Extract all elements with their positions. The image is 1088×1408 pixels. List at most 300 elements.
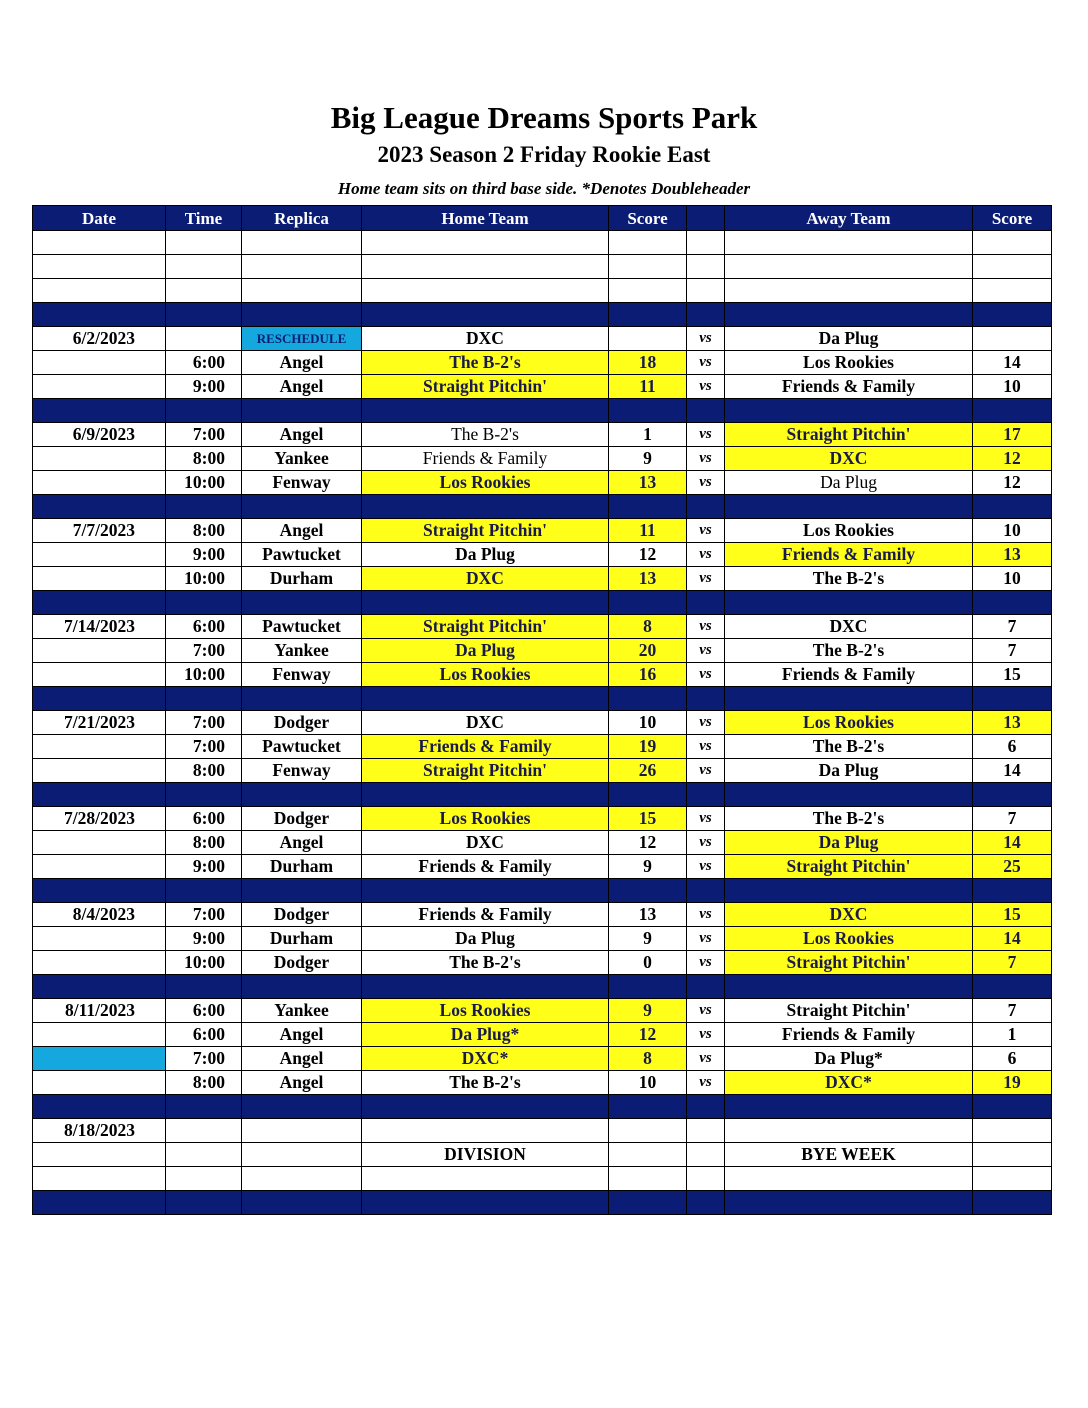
date-cell [33,591,166,615]
date-cell [33,687,166,711]
time-cell [166,279,242,303]
home-score-cell: 9 [609,999,687,1023]
date-cell [33,1143,166,1167]
time-cell [166,783,242,807]
table-row [33,831,1052,855]
away-team-cell [725,495,973,519]
home-team-cell: Los Rookies [362,807,609,831]
away-team-cell: Los Rookies [725,927,973,951]
time-cell: 6:00 [166,351,242,375]
away-score-cell: 7 [973,807,1052,831]
away-score-cell: 14 [973,759,1052,783]
time-cell: 10:00 [166,471,242,495]
blank-row [33,1167,1052,1191]
replica-cell: Durham [242,567,362,591]
away-team-cell [725,1167,973,1191]
vs-cell: vs [687,951,725,975]
replica-cell: Durham [242,927,362,951]
replica-cell: Dodger [242,951,362,975]
date-cell: 8/11/2023 [33,999,166,1023]
away-score-cell [973,1119,1052,1143]
replica-cell: Angel [242,831,362,855]
replica-cell: Yankee [242,447,362,471]
away-score-cell: 14 [973,927,1052,951]
replica-cell [242,495,362,519]
col-header-away-team: Away Team [725,206,973,231]
vs-cell: vs [687,999,725,1023]
time-cell: 10:00 [166,663,242,687]
replica-cell [242,975,362,999]
time-cell: 6:00 [166,807,242,831]
away-team-cell: The B-2's [725,735,973,759]
vs-cell [687,399,725,423]
vs-cell: vs [687,471,725,495]
away-team-cell: Da Plug [725,831,973,855]
table-row [33,999,1052,1023]
time-cell: 7:00 [166,1047,242,1071]
away-score-cell [973,1167,1052,1191]
home-team-cell [362,1119,609,1143]
vs-cell: vs [687,927,725,951]
away-score-cell: 12 [973,471,1052,495]
table-row [33,543,1052,567]
home-team-cell: Los Rookies [362,663,609,687]
away-team-cell [725,975,973,999]
away-score-cell [973,1191,1052,1215]
home-score-cell [609,975,687,999]
away-team-cell [725,303,973,327]
away-team-cell: The B-2's [725,567,973,591]
table-row [33,759,1052,783]
time-cell [166,687,242,711]
away-team-cell: DXC [725,447,973,471]
home-team-cell: Da Plug* [362,1023,609,1047]
away-team-cell: Los Rookies [725,519,973,543]
date-cell [33,663,166,687]
away-team-cell [725,879,973,903]
time-cell: 6:00 [166,615,242,639]
date-cell [33,1191,166,1215]
away-team-cell: The B-2's [725,807,973,831]
away-team-cell: Straight Pitchin' [725,999,973,1023]
time-cell: 10:00 [166,951,242,975]
away-score-cell [973,1143,1052,1167]
date-cell: 6/2/2023 [33,327,166,351]
away-team-cell: Straight Pitchin' [725,423,973,447]
home-score-cell: 9 [609,855,687,879]
replica-cell [242,399,362,423]
away-team-cell: Friends & Family [725,663,973,687]
replica-cell [242,279,362,303]
home-team-cell [362,1191,609,1215]
week-separator-row [33,495,1052,519]
replica-cell: Fenway [242,471,362,495]
away-score-cell: 13 [973,711,1052,735]
away-score-cell [973,399,1052,423]
replica-cell: Angel [242,1071,362,1095]
col-header-date: Date [33,206,166,231]
date-cell [33,399,166,423]
table-row [33,807,1052,831]
home-team-cell: The B-2's [362,351,609,375]
time-cell: 8:00 [166,519,242,543]
date-cell [33,543,166,567]
home-team-cell: Friends & Family [362,447,609,471]
home-team-cell: DXC [362,711,609,735]
away-team-cell: Straight Pitchin' [725,855,973,879]
home-score-cell: 13 [609,567,687,591]
away-score-cell: 13 [973,543,1052,567]
date-cell [33,783,166,807]
table-row [33,1047,1052,1071]
week-separator-row [33,303,1052,327]
away-score-cell: 17 [973,423,1052,447]
vs-cell [687,687,725,711]
home-score-cell: 9 [609,927,687,951]
vs-cell: vs [687,519,725,543]
time-cell [166,255,242,279]
away-team-cell [725,687,973,711]
time-cell [166,495,242,519]
away-team-cell: DXC [725,615,973,639]
replica-cell: Pawtucket [242,735,362,759]
home-team-cell: DXC [362,327,609,351]
blank-row [33,279,1052,303]
replica-cell: Angel [242,423,362,447]
home-team-cell [362,231,609,255]
away-score-cell: 25 [973,855,1052,879]
vs-cell: vs [687,711,725,735]
home-score-cell [609,1119,687,1143]
date-cell: 8/18/2023 [33,1119,166,1143]
vs-cell [687,591,725,615]
away-score-cell [973,1095,1052,1119]
time-cell [166,303,242,327]
away-score-cell: 14 [973,831,1052,855]
away-score-cell: 15 [973,663,1052,687]
away-score-cell [973,975,1052,999]
away-score-cell: 14 [973,351,1052,375]
away-score-cell [973,327,1052,351]
home-score-cell: 10 [609,1071,687,1095]
away-score-cell [973,495,1052,519]
home-team-cell [362,279,609,303]
home-score-cell: 18 [609,351,687,375]
away-score-cell: 6 [973,735,1052,759]
home-team-cell: DXC* [362,1047,609,1071]
home-team-cell: Da Plug [362,639,609,663]
home-score-cell [609,591,687,615]
home-team-cell: Friends & Family [362,735,609,759]
away-team-cell [725,1095,973,1119]
away-team-cell [725,255,973,279]
table-row [33,711,1052,735]
vs-cell: vs [687,327,725,351]
vs-cell: vs [687,639,725,663]
home-score-cell [609,1167,687,1191]
home-score-cell [609,279,687,303]
home-score-cell: 15 [609,807,687,831]
home-team-cell [362,399,609,423]
date-cell [33,567,166,591]
away-score-cell: 10 [973,567,1052,591]
date-cell [33,375,166,399]
away-score-cell [973,231,1052,255]
date-cell [33,879,166,903]
table-row [33,663,1052,687]
time-cell [166,1167,242,1191]
home-score-cell: 12 [609,1023,687,1047]
replica-cell [242,1191,362,1215]
vs-cell [687,495,725,519]
time-cell [166,975,242,999]
vs-cell: vs [687,759,725,783]
vs-cell [687,303,725,327]
home-score-cell: 12 [609,543,687,567]
week-separator-row [33,783,1052,807]
col-header-replica: Replica [242,206,362,231]
away-score-cell: 7 [973,639,1052,663]
home-team-cell [362,303,609,327]
table-row [33,1023,1052,1047]
table-row [33,855,1052,879]
table-row [33,327,1052,351]
replica-cell: Fenway [242,759,362,783]
date-cell [33,639,166,663]
away-score-cell: 12 [973,447,1052,471]
replica-cell: Pawtucket [242,543,362,567]
week-separator-row [33,399,1052,423]
replica-cell [242,1095,362,1119]
table-row [33,447,1052,471]
home-team-cell: Straight Pitchin' [362,519,609,543]
replica-cell: Durham [242,855,362,879]
table-header-row [33,206,1052,231]
date-cell [33,975,166,999]
table-row [33,639,1052,663]
home-score-cell: 13 [609,903,687,927]
date-cell [33,471,166,495]
col-header-vs [687,206,725,231]
home-score-cell [609,327,687,351]
home-team-cell: Friends & Family [362,903,609,927]
replica-cell: Angel [242,1047,362,1071]
home-team-cell [362,255,609,279]
away-score-cell [973,303,1052,327]
vs-cell [687,279,725,303]
home-team-cell: The B-2's [362,951,609,975]
away-team-cell [725,279,973,303]
home-team-cell [362,783,609,807]
home-score-cell [609,255,687,279]
time-cell [166,1119,242,1143]
time-cell: 8:00 [166,447,242,471]
away-team-cell [725,1119,973,1143]
date-cell [33,279,166,303]
away-team-cell [725,591,973,615]
home-team-cell: The B-2's [362,423,609,447]
date-cell [33,831,166,855]
home-team-cell: DXC [362,567,609,591]
home-score-cell [609,303,687,327]
week-separator-row [33,1191,1052,1215]
date-cell: 7/28/2023 [33,807,166,831]
time-cell: 7:00 [166,903,242,927]
away-team-cell [725,783,973,807]
away-team-cell: Los Rookies [725,711,973,735]
date-cell: 7/21/2023 [33,711,166,735]
home-score-cell: 11 [609,375,687,399]
home-team-cell [362,1095,609,1119]
home-score-cell: 13 [609,471,687,495]
vs-cell: vs [687,1071,725,1095]
time-cell: 8:00 [166,831,242,855]
away-team-cell: Da Plug [725,327,973,351]
replica-cell: Angel [242,351,362,375]
replica-cell: RESCHEDULE [242,327,362,351]
table-row [33,1071,1052,1095]
week-separator-row [33,975,1052,999]
date-cell [33,447,166,471]
col-header-away-score: Score [973,206,1052,231]
home-team-cell: Los Rookies [362,999,609,1023]
replica-cell: Pawtucket [242,615,362,639]
away-score-cell: 15 [973,903,1052,927]
vs-cell [687,1167,725,1191]
away-score-cell [973,279,1052,303]
date-cell: 7/14/2023 [33,615,166,639]
away-team-cell: Da Plug [725,759,973,783]
replica-cell [242,255,362,279]
time-cell: 9:00 [166,375,242,399]
time-cell [166,1191,242,1215]
away-score-cell: 1 [973,1023,1052,1047]
vs-cell: vs [687,375,725,399]
table-row [33,519,1052,543]
home-score-cell: 11 [609,519,687,543]
home-score-cell [609,231,687,255]
vs-cell: vs [687,903,725,927]
vs-cell: vs [687,663,725,687]
date-cell [33,927,166,951]
table-row [33,1143,1052,1167]
home-score-cell: 1 [609,423,687,447]
away-team-cell: Da Plug* [725,1047,973,1071]
replica-cell [242,591,362,615]
away-score-cell [973,783,1052,807]
home-score-cell [609,879,687,903]
week-separator-row [33,1095,1052,1119]
replica-cell [242,231,362,255]
date-cell [33,255,166,279]
home-team-cell: DIVISION [362,1143,609,1167]
replica-cell: Yankee [242,999,362,1023]
date-cell: 8/4/2023 [33,903,166,927]
table-row [33,567,1052,591]
vs-cell: vs [687,351,725,375]
replica-cell [242,1143,362,1167]
time-cell: 8:00 [166,1071,242,1095]
date-cell [33,1023,166,1047]
col-header-home-score: Score [609,206,687,231]
replica-cell: Angel [242,1023,362,1047]
home-team-cell: DXC [362,831,609,855]
date-cell [33,231,166,255]
date-cell [33,303,166,327]
date-cell [33,351,166,375]
blank-row [33,231,1052,255]
replica-cell: Angel [242,519,362,543]
vs-cell: vs [687,855,725,879]
time-cell [166,1143,242,1167]
away-score-cell: 6 [973,1047,1052,1071]
home-score-cell [609,1191,687,1215]
home-team-cell: Da Plug [362,927,609,951]
home-team-cell [362,591,609,615]
replica-cell: Dodger [242,903,362,927]
replica-cell: Dodger [242,807,362,831]
home-score-cell [609,1095,687,1119]
away-team-cell: DXC* [725,1071,973,1095]
replica-cell [242,1119,362,1143]
time-cell: 7:00 [166,735,242,759]
home-score-cell: 19 [609,735,687,759]
vs-cell [687,255,725,279]
table-row [33,903,1052,927]
vs-cell: vs [687,735,725,759]
away-team-cell [725,399,973,423]
table-row [33,1119,1052,1143]
time-cell [166,327,242,351]
home-team-cell: The B-2's [362,1071,609,1095]
home-team-cell: Straight Pitchin' [362,375,609,399]
date-cell [33,855,166,879]
home-team-cell [362,879,609,903]
vs-cell [687,231,725,255]
away-team-cell [725,1191,973,1215]
time-cell: 9:00 [166,927,242,951]
home-score-cell: 20 [609,639,687,663]
time-cell: 7:00 [166,711,242,735]
schedule-table [32,205,1052,1215]
home-team-cell: Da Plug [362,543,609,567]
vs-cell [687,1119,725,1143]
date-cell [33,1071,166,1095]
date-cell [33,1167,166,1191]
vs-cell: vs [687,447,725,471]
home-score-cell: 26 [609,759,687,783]
vs-cell [687,783,725,807]
away-team-cell: Straight Pitchin' [725,951,973,975]
away-score-cell: 7 [973,615,1052,639]
table-row [33,735,1052,759]
home-score-cell [609,687,687,711]
home-team-cell: Straight Pitchin' [362,615,609,639]
home-team-cell [362,975,609,999]
date-cell [33,951,166,975]
vs-cell [687,975,725,999]
table-row [33,471,1052,495]
vs-cell: vs [687,807,725,831]
away-team-cell: Friends & Family [725,375,973,399]
away-team-cell: Friends & Family [725,1023,973,1047]
col-header-home-team: Home Team [362,206,609,231]
table-row [33,615,1052,639]
replica-cell: Angel [242,375,362,399]
vs-cell: vs [687,1023,725,1047]
vs-cell [687,1191,725,1215]
page-subtitle: 2023 Season 2 Friday Rookie East [377,142,711,167]
